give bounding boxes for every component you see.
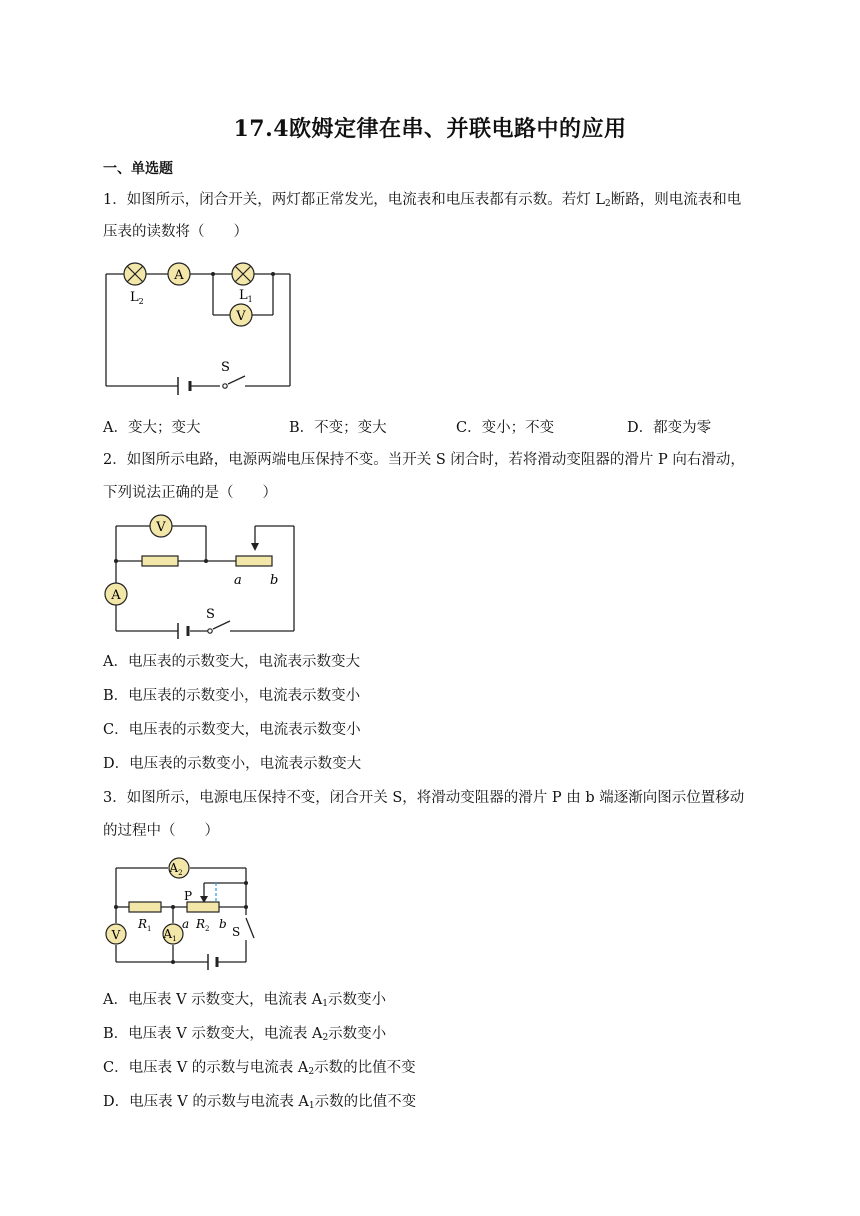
label-switch: S <box>221 360 230 375</box>
voltmeter-icon <box>106 924 126 944</box>
rheostat-r2 <box>187 902 219 912</box>
q2-option-a[interactable]: A．电压表的示数变大，电流表示数变大 <box>103 654 360 670</box>
voltmeter-icon <box>230 304 252 326</box>
q2-option-b[interactable]: B．电压表的示数变小，电流表示数变小 <box>103 688 361 704</box>
voltmeter-icon <box>150 515 172 537</box>
q2-circuit-diagram <box>100 510 300 640</box>
ammeter-a2-icon <box>168 858 189 878</box>
rheostat <box>236 556 272 566</box>
label-b: b <box>219 917 227 931</box>
q3-circuit-diagram <box>100 852 270 977</box>
label-b: b <box>270 573 279 588</box>
label-switch: S <box>232 925 241 939</box>
q3-option-b[interactable]: B．电压表 V 示数变大，电流表 $A_2$示数变小 <box>103 1026 387 1043</box>
q3-option-d[interactable]: D．电压表 V 的示数与电流表 $A_1$示数的比值不变 <box>103 1094 417 1111</box>
svg-text:V: V <box>111 928 121 942</box>
svg-text:A2: $A_2$ <box>169 861 183 877</box>
q1-option-d[interactable]: D．都变为零 <box>627 420 712 436</box>
label-r2: $R_2$ <box>196 917 210 933</box>
resistor-r1 <box>129 902 161 912</box>
svg-text:A: A <box>111 588 121 603</box>
label-switch: S <box>206 607 215 622</box>
q3-stem-line2: 的过程中（ ） <box>103 823 219 839</box>
q1-option-c[interactable]: C．变小；不变 <box>456 420 555 436</box>
q3-option-a[interactable]: A．电压表 V 示数变大，电流表 $A_1$示数变小 <box>103 992 386 1009</box>
label-p: P <box>184 889 193 903</box>
q1-circuit-diagram <box>100 258 310 398</box>
svg-text:V: V <box>156 520 166 535</box>
label-l1: $L_1$ <box>239 288 253 304</box>
label-r1: $R_1$ <box>138 917 152 933</box>
lamp-l2-icon <box>124 263 146 285</box>
label-l2: $L_2$ <box>130 290 144 306</box>
q1-option-b[interactable]: B．不变；变大 <box>289 420 387 436</box>
ammeter-icon <box>168 263 190 285</box>
page-title: 17.4欧姆定律在串、并联电路中的应用 <box>233 116 627 142</box>
svg-text:A1: $A_1$ <box>163 927 177 943</box>
lamp-l1-icon <box>232 263 254 285</box>
svg-text:A: A <box>174 268 184 283</box>
ammeter-a1-icon <box>162 924 183 944</box>
q1-option-a[interactable]: A．变大；变大 <box>103 420 201 436</box>
q2-option-d[interactable]: D．电压表的示数变小，电流表示数变大 <box>103 756 362 772</box>
section-heading: 一、单选题 <box>103 161 173 177</box>
q2-stem-line1: 2．如图所示电路，电源两端电压保持不变。当开关 S 闭合时，若将滑动变阻器的滑片 P 向右滑动， <box>103 452 745 468</box>
q3-stem-line1: 3．如图所示，电源电压保持不变，闭合开关 S，将滑动变阻器的滑片 P 由 b 端逐渐向图示位置移动 <box>103 790 745 806</box>
q1-stem-line2: 压表的读数将（ ） <box>103 224 248 240</box>
q2-stem-line2: 下列说法正确的是（ ） <box>103 485 277 501</box>
q1-stem-line1: 1．如图所示，闭合开关，两灯都正常发光，电流表和电压表都有示数。若灯 $L_2$断路，则电流表和电 <box>103 192 742 209</box>
svg-text:V: V <box>236 309 246 324</box>
q3-option-c[interactable]: C．电压表 V 的示数与电流表 $A_2$示数的比值不变 <box>103 1060 416 1077</box>
q2-option-c[interactable]: C．电压表的示数变大，电流表示数变小 <box>103 722 361 738</box>
label-a: a <box>234 573 242 588</box>
ammeter-icon <box>105 583 127 605</box>
label-a: a <box>182 917 190 931</box>
fixed-resistor <box>142 556 178 566</box>
